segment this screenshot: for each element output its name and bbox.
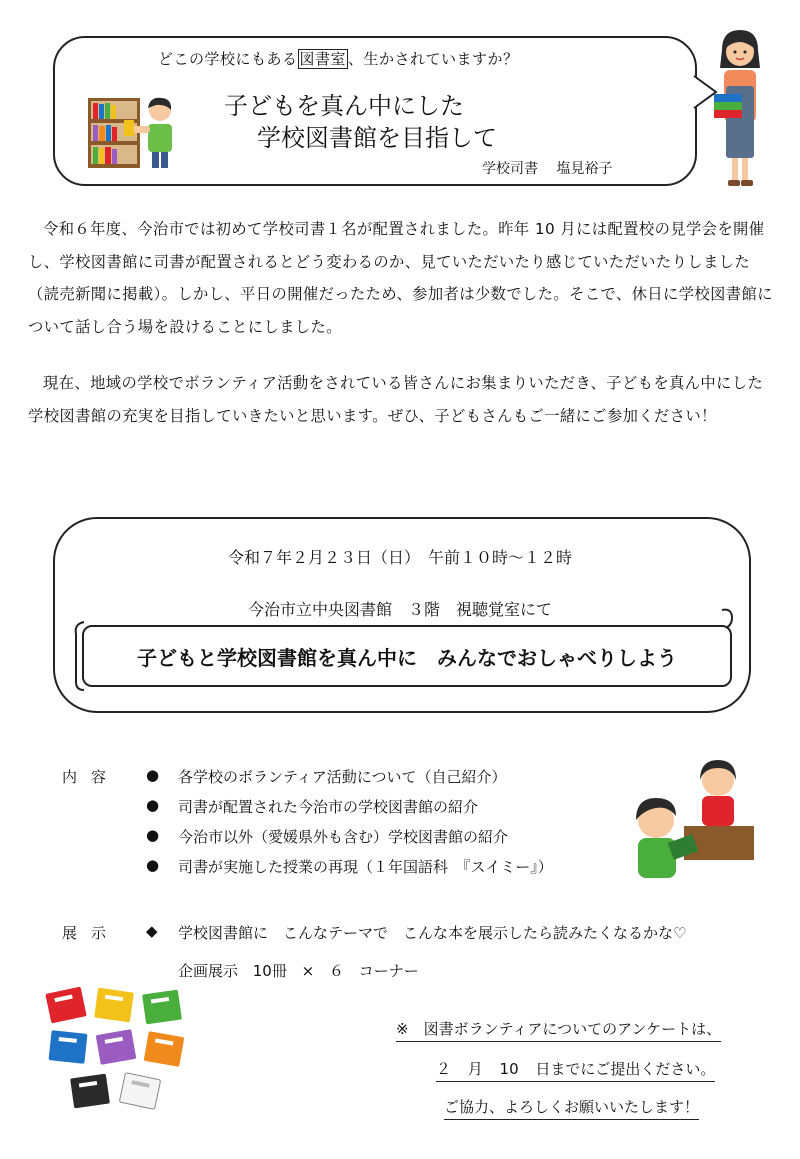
- exhibit-label: 展示: [62, 924, 121, 942]
- exhibit-sub: 企画展示 10冊 × ６ コーナー: [178, 962, 419, 980]
- contents-bullet: ●: [146, 766, 160, 784]
- book-blue-icon: [49, 1030, 88, 1064]
- children-reading-illustration: [628, 754, 756, 884]
- intro-paragraph-1: 令和６年度、今治市では初めて学校司書１名が配置されました。昨年 10 月には配置校の見学会を開催し、学校図書館に司書が配置されるとどう変わるのか、見ていただいたり感じていただいたりしました（読売新聞に掲載）。しかし、平日の開催だったため、参加者は少数でした。そこで、休日に学校図書館について話し合う場を設けることにしました。: [28, 220, 773, 337]
- intro-paragraph-2: 現在、地域の学校でボランティア活動をされている皆さんにお集まりいただき、子どもを真ん中にした学校図書館の充実を目指していきたいと思います。ぜひ、子どもさんもご一緒にご参加ください！: [28, 374, 764, 425]
- notice-line-1: ※ 図書ボランティアについてのアンケートは、: [396, 1018, 721, 1042]
- contents-bullet: ●: [146, 796, 160, 814]
- event-theme-banner: [82, 625, 732, 687]
- contents-label: 内容: [62, 768, 121, 786]
- contents-item: 各学校のボランティア活動について（自己紹介）: [178, 768, 507, 786]
- contents-item: 今治市以外（愛媛県外も含む）学校図書館の紹介: [178, 828, 509, 846]
- books-illustration: [44, 984, 194, 1116]
- event-datetime: 令和７年２月２３日（日） 午前１０時～１２時: [227, 548, 572, 567]
- librarian-illustration: [708, 28, 772, 190]
- exhibit-text: 学校図書館に こんなテーマで こんな本を展示したら読みたくなるかな♡: [178, 924, 687, 942]
- event-venue: 今治市立中央図書館 ３階 視聴覚室にて: [247, 600, 552, 619]
- question-boxed-word: 図書室: [299, 50, 347, 68]
- book-red-icon: [45, 987, 86, 1024]
- contents-item: 司書が配置された今治市の学校図書館の紹介: [178, 798, 479, 816]
- book-orange-icon: [144, 1031, 185, 1067]
- contents-bullet: ●: [146, 826, 160, 844]
- book-green-icon: [142, 990, 182, 1025]
- header-author: 学校司書 塩見裕子: [482, 161, 613, 177]
- notice-line-3: ご協力、よろしくお願いいたします！: [444, 1096, 699, 1120]
- header-title-line1: 子どもを真ん中にした: [224, 92, 464, 120]
- header-title-line2: 学校図書館を目指して: [257, 124, 497, 152]
- bookshelf-child-illustration: [86, 96, 182, 170]
- exhibit-bullet: ◆: [146, 922, 158, 940]
- question-text-pre: どこの学校にもある: [158, 50, 298, 68]
- contents-item: 司書が実施した授業の再現（１年国語科 『スイミー』）: [178, 858, 553, 876]
- header-question: [158, 48, 519, 69]
- book-white-icon: [119, 1073, 160, 1110]
- book-purple-icon: [96, 1029, 137, 1065]
- book-black-icon: [70, 1074, 110, 1109]
- book-yellow-icon: [94, 988, 134, 1023]
- question-text-post: 、生かされていますか？: [348, 50, 519, 68]
- notice-line-2: ２ 月 10 日までにご提出ください。: [436, 1058, 715, 1082]
- contents-bullet: ●: [146, 856, 160, 874]
- event-theme: 子どもと学校図書館を真ん中に みんなでおしゃべりしよう: [137, 645, 677, 670]
